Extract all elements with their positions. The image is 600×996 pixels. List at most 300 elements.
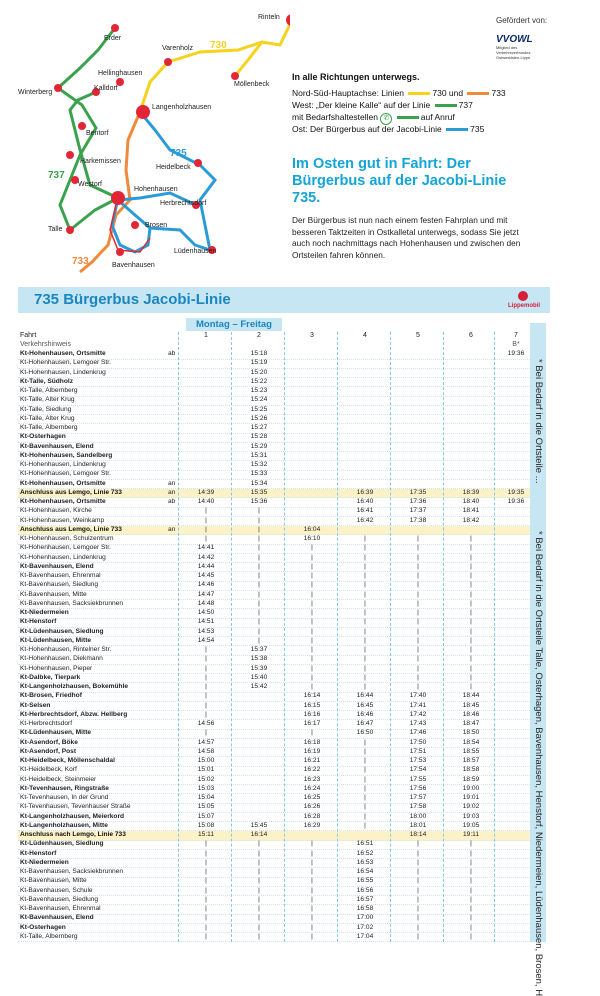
table-row [18,452,542,462]
label-730: 730 [210,40,227,51]
departure-time: 16:58 [356,905,374,912]
arrival-departure-marker: an [168,525,176,533]
stop-name: Kt-Hohenhausen, Pieper [20,664,93,672]
departure-time: | [364,757,366,764]
departure-time: 18:14 [409,831,427,838]
trip-number: 3 [310,332,314,339]
departure-time: | [364,766,366,774]
day-label: Montag – Freitag [186,318,282,331]
departure-time: | [205,683,207,690]
departure-time: 19:02 [462,803,480,811]
place-westorf: Westorf [78,181,102,188]
departure-time: | [417,673,419,681]
departure-time: 15:11 [197,831,214,838]
column-separator [178,332,179,942]
departure-time: | [205,507,207,515]
place-bavenhausen: Bavenhausen [112,262,155,269]
departure-time: | [311,599,313,607]
departure-time: | [258,590,260,598]
table-row [18,628,542,638]
departure-time: 14:46 [197,581,215,589]
route-map-graphic [0,0,290,285]
hinweis-label: Verkehrshinweis [20,341,71,348]
departure-time: | [258,618,260,626]
departure-time: 17:58 [409,803,427,811]
lippemobil-logo [508,291,540,309]
departure-time: 17:00 [356,914,374,922]
table-row [18,766,542,776]
departure-time: | [311,914,313,922]
departure-time: | [364,794,366,801]
departure-time: | [311,868,313,875]
table-row [18,535,542,545]
departure-time: 17:40 [409,692,427,700]
stop-name: Anschluss aus Lemgo, Linie 733 [20,488,122,496]
departure-time: | [417,932,419,940]
departure-time: | [258,840,260,848]
departure-time: 14:54 [197,636,215,644]
place-talle: Talle [48,226,63,233]
table-row [18,840,542,850]
departure-time: | [417,858,419,866]
departure-time: 16:04 [303,525,321,533]
departure-time: | [258,572,260,579]
departure-time: 15:29 [250,442,268,450]
departure-time: 14:53 [197,627,215,635]
table-row [18,415,542,425]
departure-time: | [311,673,313,681]
departure-time: | [364,683,366,690]
stop-name: Kt-Heidelbeck, Möllenschaldal [20,757,115,764]
table-row [18,618,542,628]
place-kalldorf: Kalldorf [94,85,118,92]
departure-time: | [205,914,207,922]
side-note-2: * Bei Bedarf in die Ortsteile Talle, Osterhagen, Bavenhausen, Henstorf, Niedermeien, Lüdenhausen, Brosen, H [533,531,544,996]
departure-time: 14:51 [197,618,215,626]
stop-name: Kt-Talle, Siedlung [20,405,72,413]
departure-time: | [417,914,419,922]
departure-time: | [364,655,366,663]
stop-name: Kt-Bavenhausen, Mitte [20,590,87,598]
departure-time: | [258,599,260,607]
departure-time: | [470,562,472,570]
table-row [18,378,542,388]
departure-time: 18:39 [462,488,480,496]
stop-name: Kt-Talle, Albernberg [20,932,78,940]
departure-time: 15:03 [197,784,215,792]
legend-blue-bar [446,128,468,131]
departure-time: 15:42 [250,683,268,690]
legend-line-2 [292,100,473,110]
departure-time: 15:08 [197,821,215,829]
table-row [18,637,542,647]
departure-time: 15:37 [250,646,268,653]
departure-time: 15:07 [197,812,215,820]
departure-time: | [205,673,207,681]
legend-line-4 [292,124,484,134]
route-map [0,0,290,285]
departure-time: 17:37 [409,507,427,515]
hinweis-row [18,341,542,350]
arrival-departure-marker: ab [168,350,176,357]
departure-time: | [417,923,419,931]
departure-time: | [205,905,207,912]
departure-time: 15:22 [250,377,268,385]
stop-name: Kt-Henstorf [20,849,57,857]
trip-number: 1 [204,332,208,339]
departure-time: | [311,729,313,737]
route-title: 735 Bürgerbus Jacobi-Linie [34,291,231,308]
departure-time: | [311,858,313,866]
place-bentorf: Bentorf [86,130,109,137]
departure-time: | [311,618,313,626]
stop-name: Kt-Hohenhausen, Kirche [20,507,92,515]
legend-line-1 [292,88,506,98]
departure-time: 18:41 [462,507,480,515]
departure-time: 16:51 [356,840,374,848]
stop-name: Kt-Bavenhausen, Schule [20,886,93,894]
stop-name: Kt-Bavenhausen, Ehrenmal [20,905,101,912]
departure-time: 18:58 [462,766,480,774]
departure-time: 19:05 [462,821,480,829]
departure-time: | [205,710,207,718]
place-erder: Erder [104,35,122,42]
departure-time: | [364,821,366,829]
departure-time: | [470,849,472,857]
departure-time: 18:42 [462,516,480,524]
departure-time: 15:01 [197,766,215,774]
table-row [18,674,542,684]
place-hellinghausen: Hellinghausen [98,70,143,77]
departure-time: | [258,868,260,875]
departure-time: | [417,609,419,616]
stop-name: Kt-Hohenhausen, Lindenkrug [20,553,106,561]
departure-time: 16:55 [356,877,374,885]
departure-time: 14:45 [197,572,215,579]
departure-time: 14:39 [197,488,215,496]
departure-time: 15:04 [197,794,215,801]
route-banner [18,287,550,313]
arrival-departure-marker: an [168,488,176,496]
place-varenholz: Varenholz [162,45,194,52]
stop-name: Kt-Tevenhausen, Tevenhauser Straße [20,803,131,811]
departure-time: | [258,636,260,644]
stop-name: Kt-Hohenhausen, Diekmann [20,655,103,663]
stop-name: Kt-Niedermeien [20,609,69,616]
departure-time: | [258,895,260,903]
departure-time: 14:41 [197,544,215,552]
stop-name: Kt-Heidelbeck, Korf [20,766,77,774]
departure-time: | [205,877,207,885]
trip-number: 5 [416,332,420,339]
stop-name: Kt-Brosen, Friedhof [20,692,82,700]
departure-time: 16:50 [356,729,374,737]
table-row [18,489,542,499]
table-row [18,433,542,443]
departure-time: 14:50 [197,609,215,616]
departure-time: 16:25 [303,794,321,801]
departure-time: 15:31 [250,451,268,459]
departure-time: | [258,914,260,922]
trip-number: 6 [469,332,473,339]
lippemobil-icon [518,291,528,301]
departure-time: | [417,664,419,672]
departure-time: 15:05 [197,803,215,811]
departure-time: | [470,932,472,940]
stop-name: Kt-Bavenhausen, Ehrenmal [20,572,101,579]
departure-time: | [364,627,366,635]
departure-time: | [470,581,472,589]
departure-time: | [258,562,260,570]
departure-time: 19:03 [462,812,480,820]
departure-time: | [364,618,366,626]
departure-time: 16:21 [303,757,321,764]
stop-name: Kt-Talle, Albernberg [20,387,78,394]
stop-name: Kt-Hohenhausen, Lemgoer Str. [20,359,111,367]
departure-time: | [364,572,366,579]
trip-number: 4 [363,332,367,339]
departure-time: | [311,664,313,672]
departure-time: 17:56 [409,784,427,792]
departure-time: 16:10 [303,535,321,542]
departure-time: 19:11 [462,831,479,838]
departure-time: | [417,646,419,653]
departure-time: | [258,544,260,552]
departure-time: | [364,784,366,792]
departure-time: | [364,803,366,811]
legend-line-4-a: Ost: Der Bürgerbus auf der Jacobi-Linie [292,124,442,134]
departure-time: | [258,581,260,589]
table-row [18,517,542,527]
timetable [18,318,542,942]
legend-line-1-c: 733 [491,88,506,98]
departure-time: 17:38 [409,516,427,524]
departure-time: 14:40 [197,498,215,505]
departure-time: 17:51 [409,747,427,755]
phone-icon: ✆ [380,113,392,125]
stop-name: Kt-Hohenhausen, Ortsmitte [20,498,106,505]
departure-time: | [417,562,419,570]
table-row [18,822,542,832]
departure-time: 15:25 [250,405,268,413]
departure-time: | [364,590,366,598]
legend-line-3-b: auf Anruf [420,112,455,122]
departure-time: | [364,664,366,672]
departure-time: | [311,646,313,653]
table-row [18,424,542,434]
departure-time: | [205,646,207,653]
departure-time: | [311,590,313,598]
departure-time: 16:29 [303,821,321,829]
departure-time: | [364,553,366,561]
table-row [18,600,542,610]
departure-time: | [205,895,207,903]
stop-name: Kt-Hohenhausen, Weinkamp [20,516,105,524]
departure-time: 16:23 [303,775,321,783]
stop-name: Anschluss nach Lemgo, Linie 733 [20,831,126,838]
side-note-bar [530,323,546,996]
departure-time: | [205,932,207,940]
departure-time: 14:48 [197,599,215,607]
departure-time: | [417,618,419,626]
table-row [18,498,542,508]
stop-name: Kt-Herbrechtsdorf, Abzw. Hellberg [20,710,128,718]
departure-time: | [470,858,472,866]
departure-time: 15:38 [250,655,268,663]
departure-time: | [311,840,313,848]
departure-time: 18:55 [462,747,480,755]
departure-time: | [364,673,366,681]
departure-time: 16:17 [303,720,321,727]
departure-time: | [311,932,313,940]
departure-time: | [470,609,472,616]
table-row [18,813,542,823]
place-rinteln: Rinteln [258,14,280,21]
trip-number-row [18,332,542,341]
stop-name: Kt-Dalbke, Tierpark [20,673,81,681]
departure-time: | [258,609,260,616]
stop-name: Kt-Talle, Alter Krug [20,396,75,404]
stop-name: Kt-Langenholzhausen, Bokemühle [20,683,129,690]
departure-time: 19:01 [462,794,480,801]
column-separator [390,332,391,942]
stop-name: Kt-Talle, Südholz [20,377,73,385]
departure-time: | [258,516,260,524]
departure-time: | [417,868,419,875]
departure-time: | [205,664,207,672]
departure-time: | [258,627,260,635]
departure-time: | [470,572,472,579]
table-row [18,896,542,906]
departure-time: 16:45 [356,701,374,709]
departure-time: 16:41 [356,507,374,515]
departure-time: | [417,905,419,912]
lippemobil-text: Lippemobil [508,303,540,309]
departure-time: | [364,747,366,755]
departure-time: 16:56 [356,886,374,894]
departure-time: | [258,886,260,894]
departure-time: 17:02 [356,923,374,931]
departure-time: | [311,905,313,912]
table-row [18,683,542,693]
stop-name: Kt-Lüdenhausen, Siedlung [20,627,104,635]
departure-time: | [470,886,472,894]
departure-time: 15:36 [250,498,268,505]
departure-time: | [311,562,313,570]
funding-label: Gefördert von: [496,16,548,25]
departure-time: 16:39 [356,488,374,496]
departure-time: | [470,840,472,848]
departure-time: | [470,627,472,635]
trip-number: 2 [257,332,261,339]
column-separator [443,332,444,942]
place-langenholzhausen: Langenholzhausen [152,104,212,111]
column-separator [231,332,232,942]
departure-time: 15:33 [250,470,268,478]
table-row [18,591,542,601]
departure-time: | [311,895,313,903]
departure-time: 16:26 [303,803,321,811]
departure-time: | [417,544,419,552]
departure-time: 14:47 [197,590,215,598]
legend-heading: In alle Richtungen unterwegs. [292,72,420,82]
legend-yellow-bar [408,92,430,95]
departure-time: 15:20 [250,368,268,376]
arrival-departure-marker: ab [168,498,176,505]
column-separator [284,332,285,942]
departure-time: 15:32 [250,461,268,468]
stop-name: Kt-Bavenhausen, Elend [20,562,94,570]
departure-time: | [364,646,366,653]
departure-time: 16:24 [303,784,321,792]
departure-time: 19:36 [507,350,525,357]
departure-time: 19:36 [507,498,525,505]
departure-time: 16:40 [356,498,374,505]
departure-time: 14:57 [197,738,215,746]
stop-name: Kt-Henstorf [20,618,57,626]
table-row [18,887,542,897]
table-row [18,387,542,397]
departure-time: | [258,535,260,542]
table-row [18,729,542,739]
departure-time: | [311,581,313,589]
departure-time: 18:46 [462,710,480,718]
departure-time: | [364,775,366,783]
departure-time: | [470,683,472,690]
departure-time: 15:02 [197,775,215,783]
place-heidelbeck: Heidelbeck [156,164,191,171]
departure-time: | [311,923,313,931]
departure-time: 15:28 [250,433,268,441]
departure-time: 14:56 [197,720,215,727]
departure-time: | [258,923,260,931]
departure-time: 17:36 [409,498,427,505]
departure-time: 17:50 [409,738,427,746]
legend-line-3-a: mit Bedarfshaltestellen [292,112,378,122]
departure-time: | [417,877,419,885]
departure-time: 16:53 [356,858,374,866]
departure-time: | [470,590,472,598]
departure-time: | [205,535,207,542]
departure-time: 17:43 [409,720,427,727]
stop-name: Kt-Hohenhausen, Schulzentrum [20,535,114,542]
legend-line-1-a: Nord-Süd-Hauptachse: Linien [292,88,404,98]
table-row [18,369,542,379]
top-section [0,0,600,285]
stop-name: Kt-Asendorf, Böke [20,738,78,746]
stop-name: Kt-Langenholzhausen, Mitte [20,821,108,829]
departure-time: | [205,840,207,848]
vvowl-logo [496,34,544,72]
stop-name: Kt-Bavenhausen, Mitte [20,877,87,885]
table-row [18,924,542,934]
departure-time: | [258,507,260,515]
table-row [18,406,542,416]
departure-time: | [417,683,419,690]
side-note-1: * Bei Bedarf in die Ortsteile ... [533,359,544,484]
departure-time: 18:59 [462,775,480,783]
stop-name: Kt-Hohenhausen, Sandelberg [20,451,113,459]
departure-time: 14:42 [197,553,215,561]
departure-time: | [417,895,419,903]
table-row [18,877,542,887]
stop-name: Kt-Bavenhausen, Sacksiekbrunnen [20,599,124,607]
legend-line-2-a: West: „Der kleine Kalle“ auf der Linie [292,100,431,110]
departure-time: 16:44 [356,692,374,700]
stop-name: Kt-Niedermeien [20,858,69,866]
stop-name: Kt-Osterhagen [20,433,66,441]
table-row [18,461,542,471]
